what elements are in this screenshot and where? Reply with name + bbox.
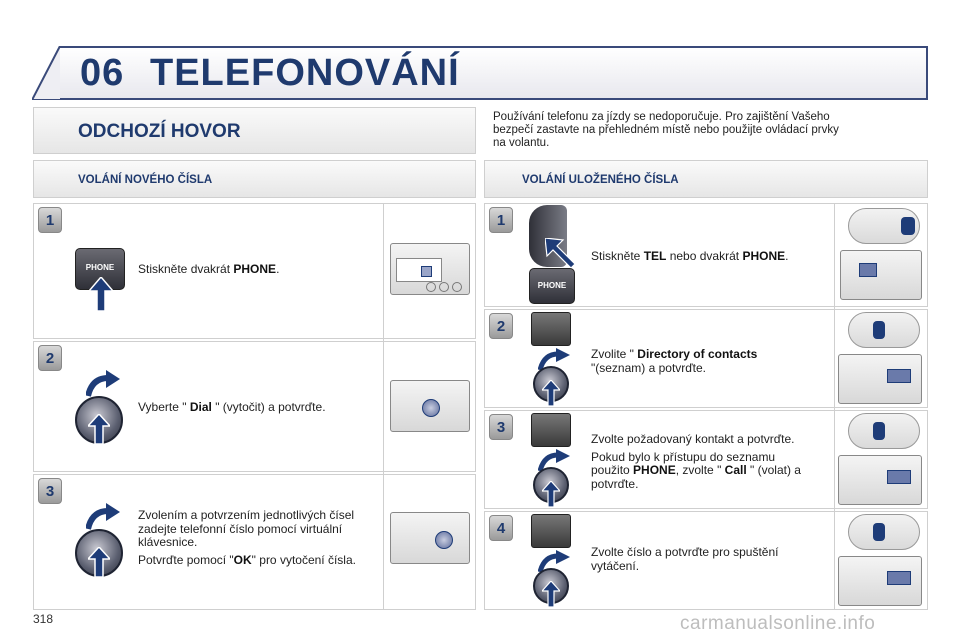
step-number-badge: 2 xyxy=(489,313,513,339)
text-line: zadejte telefonní číslo pomocí virtuální xyxy=(138,521,343,536)
diagonal-arrow-icon xyxy=(545,238,575,268)
text-bold: PHONE xyxy=(742,249,786,263)
stalk-button-icon xyxy=(531,413,571,447)
text-line: klávesnice. xyxy=(138,535,198,549)
step-number-badge: 1 xyxy=(489,207,513,233)
step-number-badge: 2 xyxy=(38,345,62,371)
text-bold: Call xyxy=(724,463,747,477)
text-part: , zvolte " xyxy=(675,463,725,477)
step-number-badge: 3 xyxy=(489,414,513,440)
press-arrow-icon xyxy=(542,380,560,406)
warning-line: bezpečí zastavte na přehledném místě nebo použijte ovládací prvky xyxy=(493,124,839,136)
radio-knob-small xyxy=(426,282,436,292)
highlight-button xyxy=(873,422,885,440)
warning-text xyxy=(493,111,913,150)
step-text xyxy=(138,263,279,277)
left-divider xyxy=(383,203,384,610)
text-line xyxy=(591,348,821,362)
text-part: Stiskněte dvakrát xyxy=(138,262,234,276)
highlight-marker xyxy=(887,571,911,585)
highlight-marker xyxy=(887,369,911,383)
text-bold: TEL xyxy=(643,249,667,263)
text-line: Zvolením a potvrzením jednotlivých čísel xyxy=(138,508,355,522)
text-part: . xyxy=(276,262,280,276)
text-part: nebo dvakrát xyxy=(666,249,743,263)
text-line: Zvolte číslo a potvrďte pro spuštění xyxy=(591,545,779,559)
step-number-badge: 1 xyxy=(38,207,62,233)
text-line: potvrďte. xyxy=(591,476,639,491)
radio-panel-illustration xyxy=(390,243,470,295)
radio-panel-illustration xyxy=(840,250,922,300)
text-part: Potvrďte pomocí " xyxy=(138,552,234,567)
chapter-title: TELEFONOVÁNÍ xyxy=(150,52,460,94)
radio-panel-illustration xyxy=(838,455,922,505)
step-text xyxy=(591,250,788,264)
warning-line: na volantu. xyxy=(493,137,550,149)
chapter-number: 06 xyxy=(80,52,125,94)
press-arrow-icon xyxy=(88,414,110,444)
rotate-arrow-icon xyxy=(86,503,120,531)
text-line xyxy=(591,464,826,478)
highlight-marker xyxy=(887,470,911,484)
text-part: " pro vytočení čísla. xyxy=(251,552,356,567)
step-text xyxy=(138,401,326,415)
text-bold: OK xyxy=(233,552,252,567)
radio-panel-illustration xyxy=(838,354,922,404)
section-title: ODCHOZÍ HOVOR xyxy=(78,121,241,142)
up-arrow-icon xyxy=(89,277,113,311)
text-part: Zvolite " xyxy=(591,347,638,361)
text-line: Zvolte požadovaný kontakt a potvrďte. xyxy=(591,432,795,446)
steering-controls-illustration xyxy=(848,413,920,449)
text-line: vytáčení. xyxy=(591,558,640,573)
text-part: " (volat) a xyxy=(746,463,801,477)
text-part: Stiskněte xyxy=(591,249,644,263)
page-number: 318 xyxy=(33,612,54,626)
highlight-marker xyxy=(421,266,432,277)
step-text xyxy=(591,546,821,573)
steering-controls-illustration xyxy=(848,208,920,244)
text-bold: Directory of contacts xyxy=(637,347,758,361)
text-part: " (vytočit) a potvrďte. xyxy=(211,400,326,414)
press-arrow-icon xyxy=(542,581,560,607)
text-part: . xyxy=(785,249,789,263)
text-line xyxy=(138,554,378,568)
right-divider xyxy=(834,203,835,610)
left-subsection-title: VOLÁNÍ NOVÉHO ČÍSLA xyxy=(78,174,213,186)
phone-button-icon: PHONE xyxy=(529,268,575,304)
highlight-button xyxy=(901,217,915,235)
step-text xyxy=(138,509,378,567)
text-part: použito xyxy=(591,463,634,477)
watermark: carmanualsonline.info xyxy=(680,613,876,634)
press-arrow-icon xyxy=(88,547,110,577)
step-text xyxy=(591,433,826,491)
highlight-marker xyxy=(859,263,877,277)
radio-panel-illustration xyxy=(390,380,470,432)
radio-panel-illustration xyxy=(390,512,470,564)
highlight-button xyxy=(873,523,885,541)
press-arrow-icon xyxy=(542,481,560,507)
text-bold: PHONE xyxy=(633,463,676,477)
stalk-button-icon xyxy=(531,514,571,548)
step-text xyxy=(591,348,821,375)
steering-controls-illustration xyxy=(848,312,920,348)
radio-knob-small xyxy=(439,282,449,292)
right-subsection-title: VOLÁNÍ ULOŽENÉHO ČÍSLA xyxy=(522,174,679,186)
highlight-button xyxy=(873,321,885,339)
text-line: "(seznam) a potvrďte. xyxy=(591,360,707,375)
radio-display xyxy=(396,258,442,282)
steering-controls-illustration xyxy=(848,514,920,550)
highlight-knob xyxy=(422,399,440,417)
text-bold: Dial xyxy=(189,400,212,414)
text-bold: PHONE xyxy=(233,262,277,276)
highlight-knob xyxy=(435,531,453,549)
radio-knob-small xyxy=(452,282,462,292)
rotate-arrow-icon xyxy=(86,370,120,398)
stalk-button-icon xyxy=(531,312,571,346)
step-number-badge: 3 xyxy=(38,478,62,504)
radio-panel-illustration xyxy=(838,556,922,606)
text-part: Vyberte " xyxy=(138,400,190,414)
warning-line: Používání telefonu za jízdy se nedoporučuje. Pro zajištění Vašeho xyxy=(493,111,830,123)
phone-button-icon: PHONE xyxy=(75,248,125,290)
step-number-badge: 4 xyxy=(489,515,513,541)
text-line: Pokud bylo k přístupu do seznamu xyxy=(591,449,776,464)
